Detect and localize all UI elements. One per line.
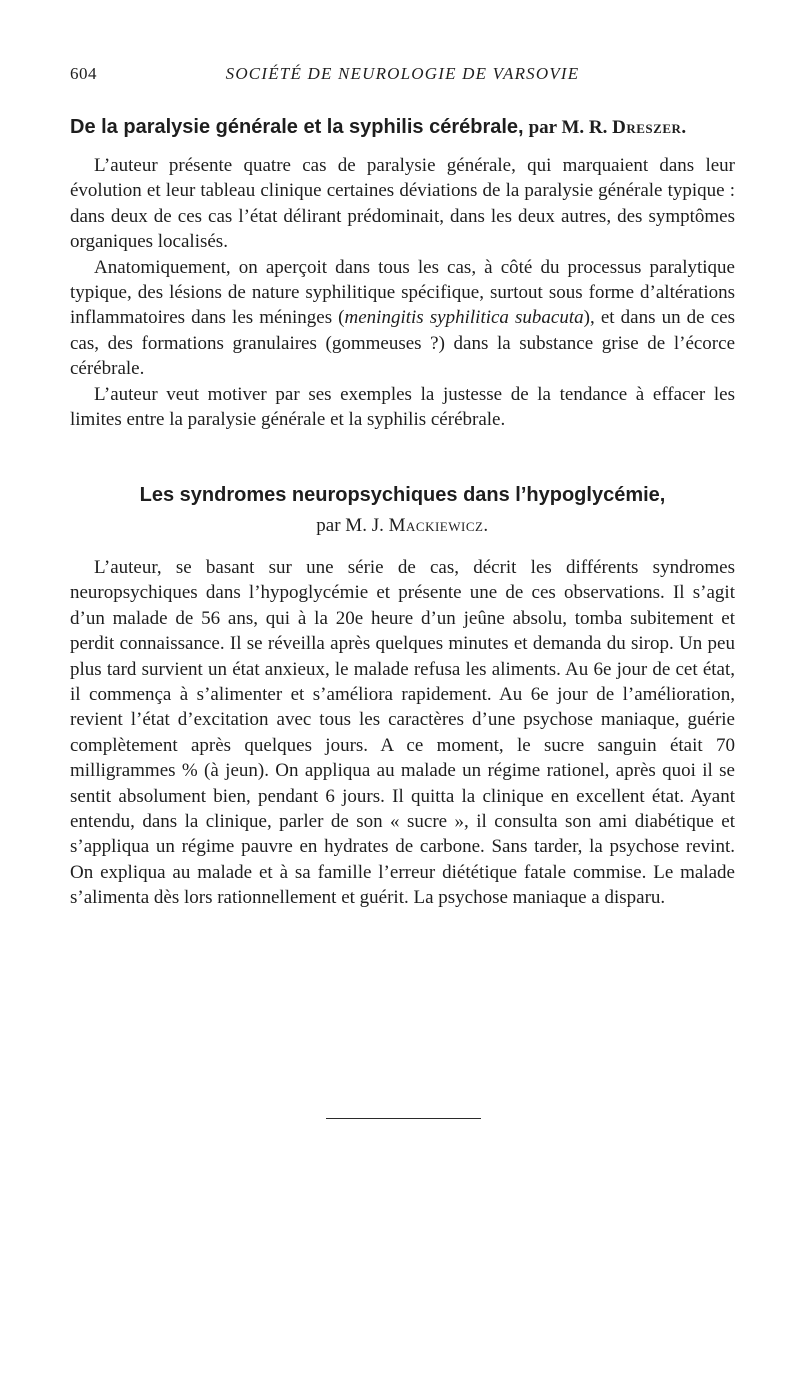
article-title-text: De la paralysie générale et la syphilis cérébrale, [70, 116, 524, 138]
paragraph [70, 255, 735, 382]
article-hypoglycemie [70, 480, 735, 911]
author-name: Mackiewicz. [388, 515, 489, 536]
paragraph-text: ), et dans un de ces cas, des formations granulaires (gommeuses ?) dans la substance grise de l’écorce cérébrale. [70, 307, 735, 380]
article-title [70, 480, 735, 510]
latin-term: meningitis syphilitica subacuta [344, 307, 584, 329]
article-paralysie-generale [70, 112, 735, 432]
article-title [70, 112, 735, 143]
page-number: 604 [70, 64, 97, 83]
paragraph: L’auteur, se basant sur une série de cas, décrit les différents syndromes neuropsychiques dans l’hypoglycémie et présente une de ces observations. Il s’agit d’un malade de 56 ans, qui à la 20e heure d’un jeûne absolu, tomba subitement et perdit connaissance. Il se réveilla après quelques minutes et demanda du sirop. Un peu plus tard survient un état anxieux, le malade refusa les aliments. Au 6e jour de cet état, il commença à s’alimenter et s’améliora rapidement. Au 6e jour de l’amélioration, revient l’état d’excitation avec tous les caractères d’une psychose maniaque, guérie complètement après quelques jours. A ce moment, le sucre sanguin était 70 milligrammes % (à jeun). On appliqua au malade un régime rationel, après quoi il se sentit absolument bien, pendant 6 jours. Il quitta la clinique en excellent état. Ayant entendu, dans la clinique, parler de son « sucre », il consulta son ami diabétique et s’appliqua un régime pauvre en hydrates de carbone. Sans tarder, la psychose revint. On expliqua au malade et à sa famille l’erreur diététique fatale commise. Le malade s’alimenta dès lors rationnellement et guérit. La psychose maniaque a disparu. [70, 557, 735, 909]
byline [70, 510, 735, 541]
running-head-title: SOCIÉTÉ DE NEUROLOGIE DE VARSOVIE [225, 64, 580, 83]
author-name: Dreszer. [612, 117, 687, 138]
end-rule [326, 1118, 481, 1119]
paragraph-text: Anatomiquement, on aperçoit dans tous les cas, à côté du processus paralytique typique, des lésions de nature syphilitique spécifique, surtout sous forme d’altérations inflammatoires dans les méninges ( [70, 256, 735, 329]
byline-prefix: par M. J. [316, 515, 389, 536]
article-title-text: Les syndromes neuropsychiques dans l’hypoglycémie, [139, 484, 666, 506]
paragraph: L’auteur présente quatre cas de paralysie générale, qui marquaient dans leur évolution et leur tableau clinique certaines déviations de la paralysie générale typique : dans deux de ces cas l’état délirant prédominait, dans les deux autres, des symptômes organiques localisés. [70, 155, 735, 253]
paragraph: L’auteur veut motiver par ses exemples la justesse de la tendance à effacer les limites entre la paralysie générale et la syphilis cérébrale. [70, 383, 735, 431]
running-head [70, 64, 735, 90]
byline-prefix: par M. R. [528, 117, 613, 138]
